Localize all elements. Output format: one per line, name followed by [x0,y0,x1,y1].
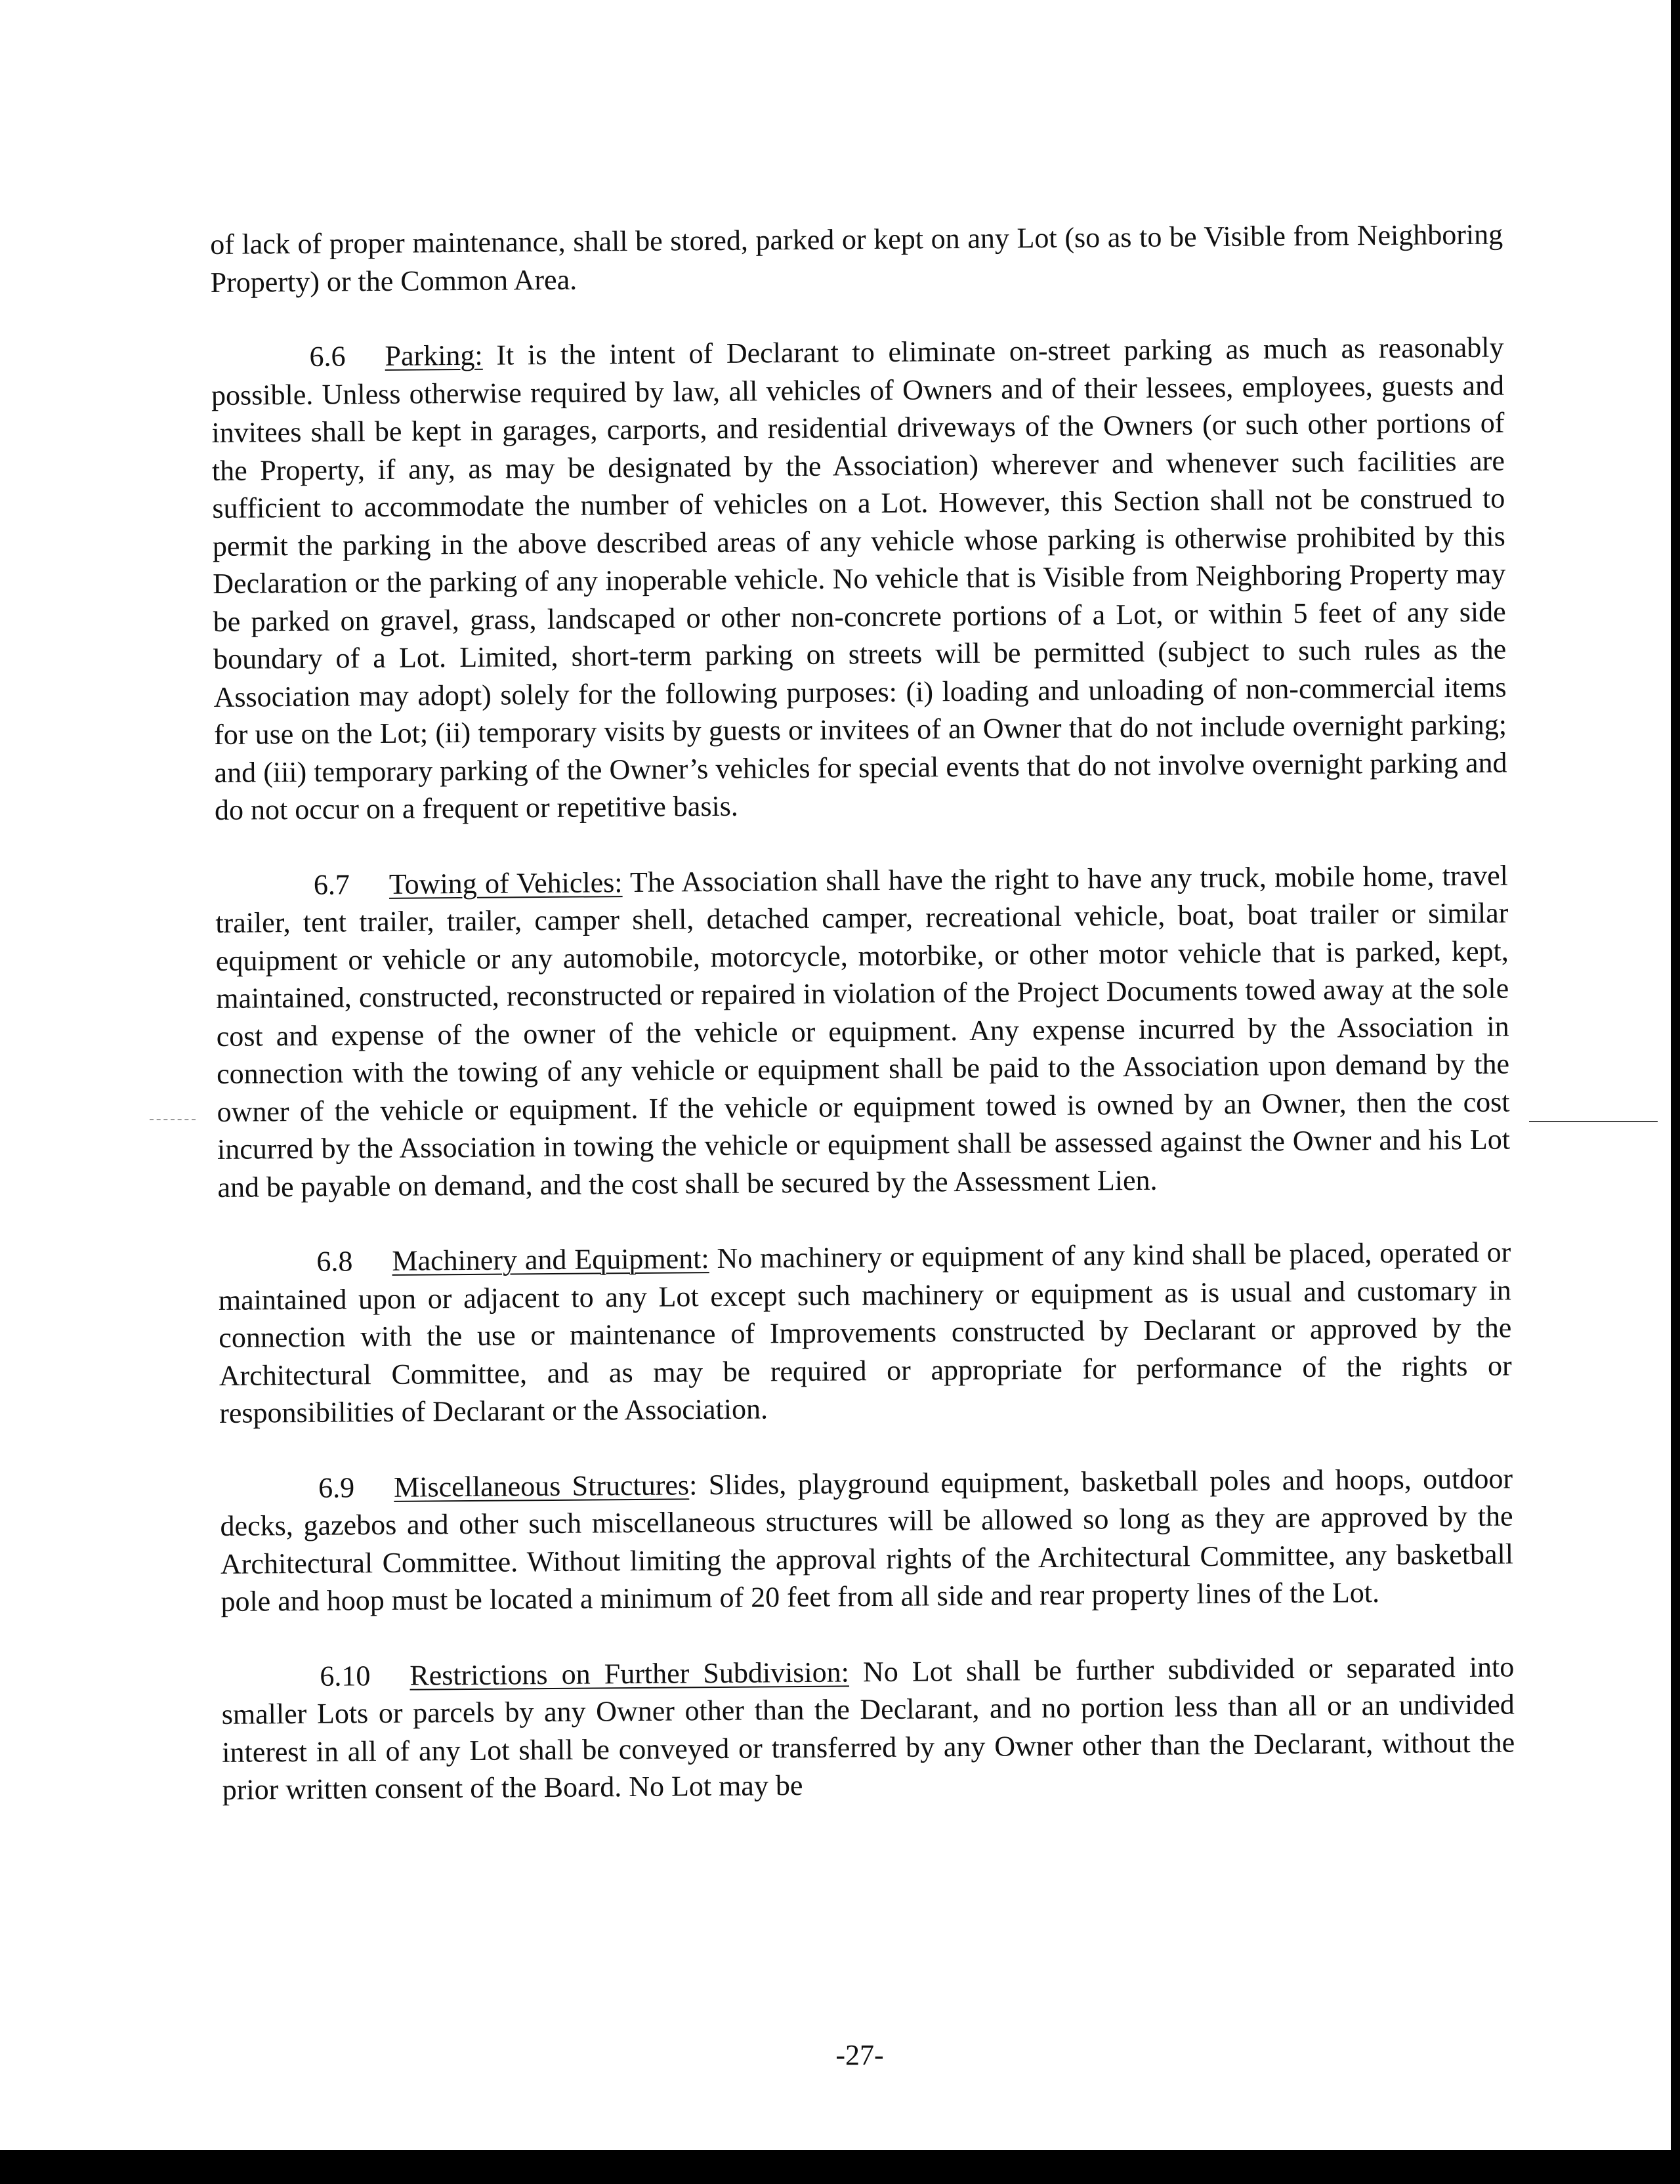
section-number: 6.10 [320,1659,371,1692]
section-number: 6.7 [313,868,350,901]
section-6-6 [211,329,1507,830]
section-6-10 [221,1648,1515,1809]
section-6-9 [220,1460,1514,1620]
scan-border-bottom [0,2150,1680,2184]
page-number: -27- [835,2039,884,2071]
margin-mark-right [1529,1121,1658,1122]
section-body: It is the intent of Declarant to eliminate on-street parking as much as reasonably possible. Unless otherwise required by law, all vehicles of Owners and of their lessees, employees, guests and invitees shall be kept in garages, carports, and residential driveways of the Owners (or such other portions of the Property, if any, as may be designated by the Association) wherever and whenever such facilities are sufficient to accommodate the number of vehicles on a Lot. However, this Section shall not be construed to permit the parking in the above described areas of any vehicle whose parking is otherwise prohibited by this Declaration or the parking of any inoperable vehicle. No vehicle that is Visible from Neighboring Property may be parked on gravel, grass, landscaped or other non-concrete portions of a Lot, or within 5 feet of any side boundary of a Lot. Limited, short-term parking on streets will be permitted (subject to such rules as the Association may adopt) solely for the following purposes: (i) loading and unloading of non-commercial items for use on the Lot; (ii) temporary visits by guests or invitees of an Owner that do not include overnight parking; and (iii) temporary parking of the Owner’s vehicles for special events that do not involve overnight parking and do not occur on a frequent or repetitive basis. [211,331,1507,826]
section-title: Parking: [385,339,483,372]
section-body: The Association shall have the right to have any truck, mobile home, travel trailer, tent trailer, trailer, camper shell, detached camper, recreational vehicle, boat, boat trailer or similar equipment or vehicle or any automobile, motorcycle, motorbike, or other motor vehicle that is parked, kept, maintained, constructed, reconstructed or repaired in violation of the Project Documents towed away at the sole cost and expense of the owner of the vehicle or equipment. Any expense incurred by the Association in connection with the towing of any vehicle or equipment shall be paid to the Association upon demand by the owner of the vehicle or equipment. If the vehicle or equipment towed is owned by an Owner, then the cost incurred by the Association in towing the vehicle or equipment shall be assessed against the Owner and his Lot and be payable on demand, and the cost shall be secured by the Assessment Lien. [215,858,1511,1204]
document-body [210,216,1515,1847]
section-number: 6.9 [318,1471,355,1504]
section-body: No machinery or equipment of any kind shall be placed, operated or maintained upon or adjacent to any Lot except such machinery or equipment as is usual and customary in connection with the use or maintenance of Improvements constructed by Declarant or approved by the Architectural Committee, and as may be required or appropriate for performance of the rights or responsibilities of Declarant or the Association. [218,1236,1512,1429]
section-title: Towing of Vehicles: [388,866,623,900]
margin-mark-left [150,1119,196,1120]
section-6-7 [215,856,1511,1206]
section-title: Machinery and Equipment: [392,1242,709,1277]
section-title: Miscellaneous Structures [393,1468,690,1503]
section-number: 6.6 [309,340,346,373]
scan-border-right [1671,0,1680,2184]
section-6-8 [218,1233,1512,1432]
section-body: : Slides, playground equipment, basketball poles and hoops, outdoor decks, gazebos and other such miscellaneous structures will be allowed so long as they are approved by the Architectural Committee. Without limiting the approval rights of the Architectural Committee, any basketball pole and hoop must be located a minimum of 20 feet from all side and rear property lines of the Lot. [220,1461,1514,1618]
section-title: Restrictions on Further Subdivision: [410,1655,850,1692]
section-body: No Lot shall be further subdivided or separated into smaller Lots or parcels by any Owner other than the Declarant, and no portion less than all or an undivided interest in all of any Lot shall be conveyed or transferred by any Owner other than the Declarant, without the prior written consent of the Board. No Lot may be [221,1650,1515,1806]
continuation-paragraph: of lack of proper maintenance, shall be stored, parked or kept on any Lot (so as to be Visible from Neighboring Property) or the Common Area. [210,218,1503,299]
section-number: 6.8 [316,1245,353,1278]
